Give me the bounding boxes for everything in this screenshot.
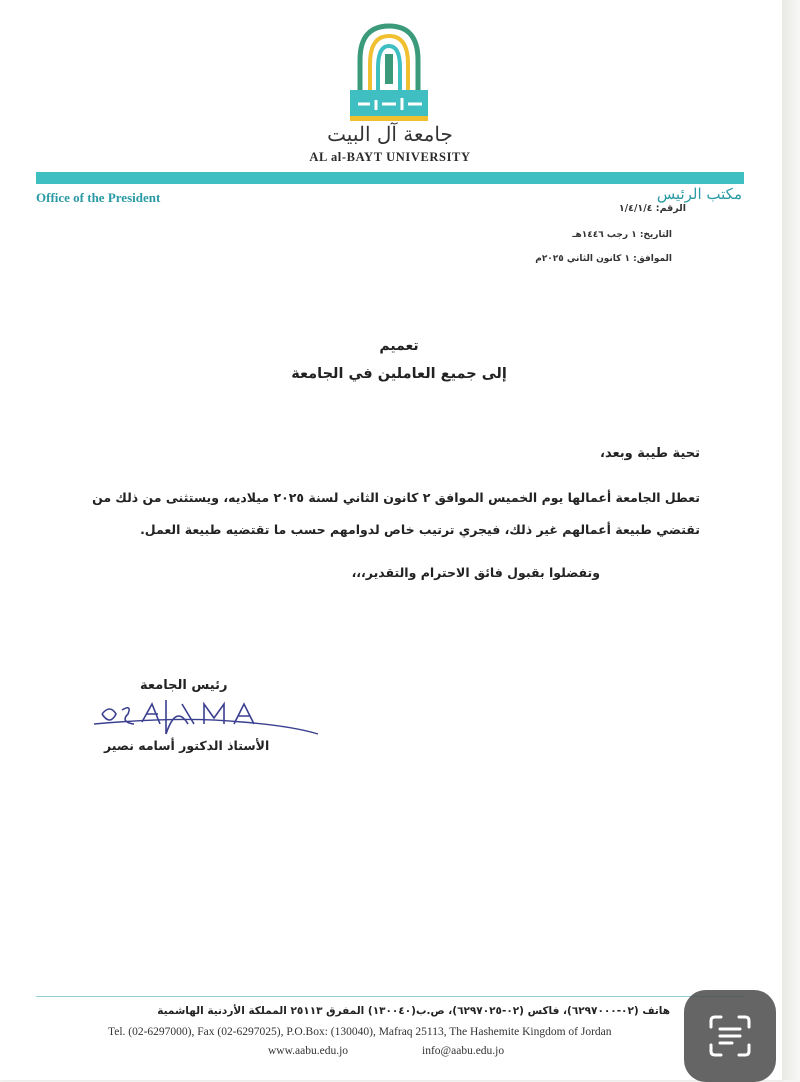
page-edge bbox=[782, 0, 800, 1080]
university-logo bbox=[346, 20, 432, 124]
date-hijri: التاريخ: ١ رجب ١٤٤٦هـ bbox=[572, 230, 672, 240]
circular-heading: تعميم bbox=[379, 338, 419, 354]
university-name-english: AL al-BAYT UNIVERSITY bbox=[309, 150, 471, 164]
university-name-arabic: جامعة آل البيت bbox=[327, 122, 453, 146]
footer-website-link[interactable]: www.aabu.edu.jo bbox=[268, 1045, 349, 1057]
footer-divider bbox=[36, 996, 744, 997]
greeting: تحية طيبة وبعد، bbox=[600, 446, 700, 461]
office-name-english: Office of the President bbox=[36, 190, 161, 205]
addressee-line: إلى جميع العاملين في الجامعة bbox=[291, 366, 507, 382]
header-divider bbox=[36, 172, 744, 184]
scan-text-button[interactable] bbox=[684, 990, 776, 1082]
signer-title: رئيس الجامعة bbox=[140, 678, 228, 693]
body-line-2: تقتضي طبيعة أعمالهم غير ذلك، فيجري ترتيب خاص لدوامهم حسب ما تقتضيه طبيعة العمل. bbox=[140, 522, 700, 537]
body-line-1: تعطل الجامعة أعمالها يوم الخميس الموافق ٢ كانون الثاني لسنة ٢٠٢٥ ميلاديه، ويستثنى من ذلك من bbox=[92, 490, 700, 505]
signer-name: الأستاذ الدكتور أسامه نصير bbox=[104, 738, 270, 753]
date-gregorian: الموافق: ١ كانون الثاني ٢٠٢٥م bbox=[535, 254, 672, 264]
footer-contact-arabic: هاتف (٠٢-٦٢٩٧٠٠٠)، فاكس (٠٢-٦٢٩٧٠٢٥)، ص.ب(١٣٠٠٤٠) المفرق ٢٥١١٣ المملكة الأردنية الهاشمية bbox=[157, 1005, 670, 1017]
footer-contact-english: Tel. (02-6297000), Fax (02-6297025), P.O.Box: (130040), Mafraq 25113, The Hashemite Kingdom of Jordan bbox=[108, 1026, 612, 1038]
reference-number: الرقم: ١/٤/١/٤ bbox=[618, 203, 686, 214]
office-name-arabic: مكتب الرئيس bbox=[656, 185, 742, 203]
closing-line: وتفضلوا بقبول فائق الاحترام والتقدير،،، bbox=[351, 565, 600, 580]
scan-text-icon bbox=[707, 1013, 753, 1059]
footer-email-link[interactable]: info@aabu.edu.jo bbox=[422, 1045, 505, 1057]
